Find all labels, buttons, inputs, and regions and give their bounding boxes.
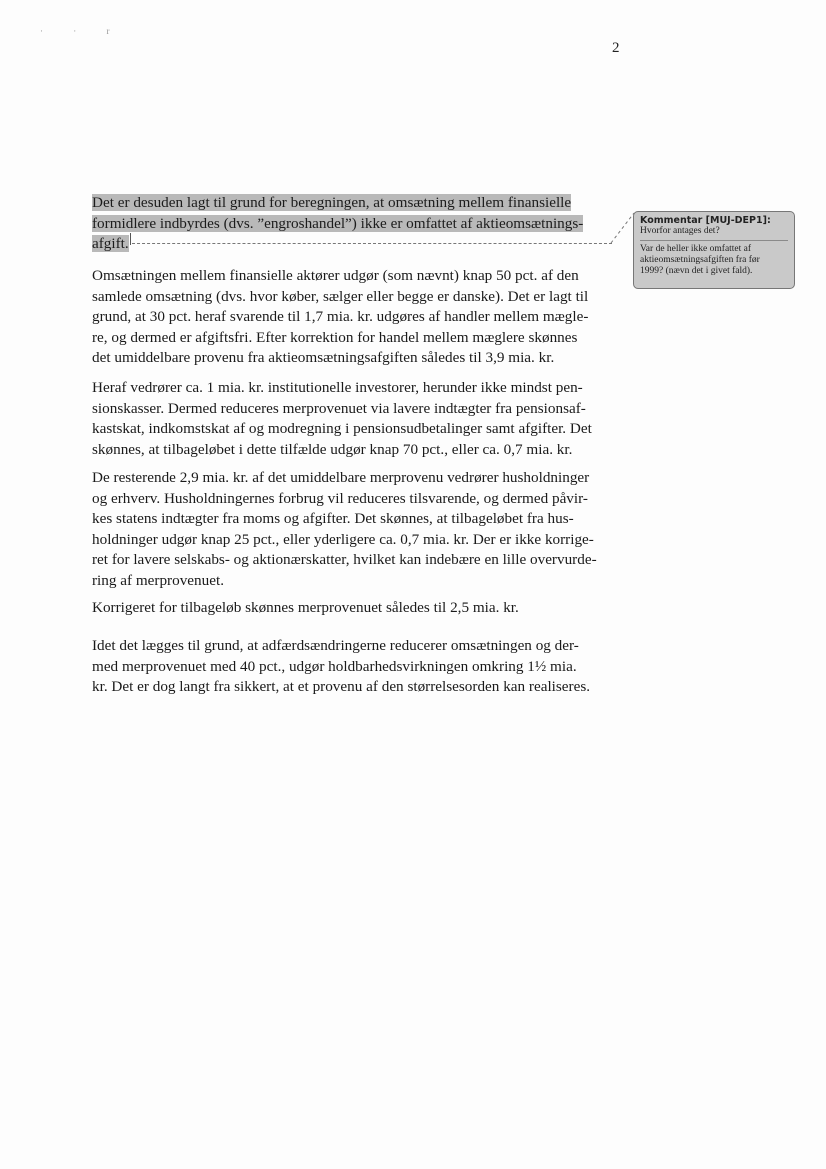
comment-text-line: Var de heller ikke omfattet af xyxy=(640,244,752,254)
paragraph-households xyxy=(92,468,612,591)
paragraph-line: ring af merprovenuet. xyxy=(92,571,224,589)
comment-leader-line xyxy=(132,243,612,244)
highlighted-line: Det er desuden lagt til grund for beregningen, at omsætning mellem finansielle xyxy=(92,194,572,211)
paragraph-line: kastskat, indkomstskat af og modregning i pensionsudbetalinger samt afgifter. Det xyxy=(92,420,592,437)
highlighted-line: afgift. xyxy=(92,235,129,252)
paragraph-line: Korrigeret for tilbageløb skønnes merprovenuet således til 2,5 mia. kr. xyxy=(92,599,519,616)
comment-text-line: aktieomsætningsafgiften fra før xyxy=(640,255,760,265)
paragraph-line: De resterende 2,9 mia. kr. af det umiddelbare merprovenu vedrører husholdninger xyxy=(92,469,590,486)
paragraph-line: re, og dermed er afgiftsfri. Efter korrektion for handel mellem mæglere skønnes xyxy=(92,328,578,346)
paragraph-line: ret for lavere selskabs- og aktionærskatter, hvilket kan indebære en lille overvurde- xyxy=(92,551,597,568)
paragraph-line: kr. Det er dog langt fra sikkert, at et provenu af den størrelsesorden kan realiseres. xyxy=(92,678,591,695)
paragraph-corrected-revenue xyxy=(92,598,612,619)
comment-anchor-marker xyxy=(130,233,131,245)
paragraph-brokers xyxy=(92,266,612,369)
paragraph-line: skønnes, at tilbageløbet i dette tilfælde udgør knap 70 pct., eller ca. 0,7 mia. kr. xyxy=(92,440,573,458)
page-number: 2 xyxy=(612,40,620,56)
paragraph-line: og erhverv. Husholdningernes forbrug vil reduceres tilsvarende, og dermed påvir- xyxy=(92,489,588,507)
paragraph-line: Heraf vedrører ca. 1 mia. kr. institutionelle investorer, herunder ikke mindst pen- xyxy=(92,379,583,396)
paragraph-line: samlede omsætning (dvs. hvor køber, sælger eller begge er danske). Det er lagt til xyxy=(92,287,589,305)
comment-divider xyxy=(640,240,788,241)
comment-text-line: 1999? (nævn det i givet fald). xyxy=(640,266,753,276)
paragraph-line: det umiddelbare provenu fra aktieomsætningsafgiften således til 3,9 mia. kr. xyxy=(92,349,555,366)
paragraph-line: Omsætningen mellem finansielle aktører udgør (som nævnt) knap 50 pct. af den xyxy=(92,267,579,284)
highlighted-line: formidlere indbyrdes (dvs. ”engroshandel”) ikke er omfattet af aktieomsætnings- xyxy=(92,214,584,232)
paragraph-line: holdninger udgør knap 25 pct., eller yderligere ca. 0,7 mia. kr. Der er ikke korrige- xyxy=(92,530,594,548)
paragraph-line: sionskasser. Dermed reduceres merprovenuet via lavere indtægter fra pensionsaf- xyxy=(92,399,586,417)
comment-connector-line xyxy=(590,205,636,245)
highlighted-commented-text[interactable] xyxy=(92,193,592,255)
paragraph-line: grund, at 30 pct. heraf svarende til 1,7 mia. kr. udgøres af handler mellem mægle- xyxy=(92,308,589,325)
paragraph-sustainability-effect xyxy=(92,636,612,698)
paragraph-line: Idet det lægges til grund, at adfærdsændringerne reducerer omsætningen og der- xyxy=(92,637,579,654)
comment-text-line: Hvorfor antages det? xyxy=(640,226,720,236)
comment-balloon[interactable] xyxy=(633,211,795,289)
scan-artifact-marks: · · r xyxy=(40,26,124,36)
comment-title: Kommentar [MUJ-DEP1]: xyxy=(640,215,771,226)
paragraph-institutional-investors xyxy=(92,378,612,460)
paragraph-line: kes statens indtægter fra moms og afgifter. Det skønnes, at tilbageløbet fra hus- xyxy=(92,510,574,527)
paragraph-line: med merprovenuet med 40 pct., udgør holdbarhedsvirkningen omkring 1½ mia. xyxy=(92,657,577,675)
